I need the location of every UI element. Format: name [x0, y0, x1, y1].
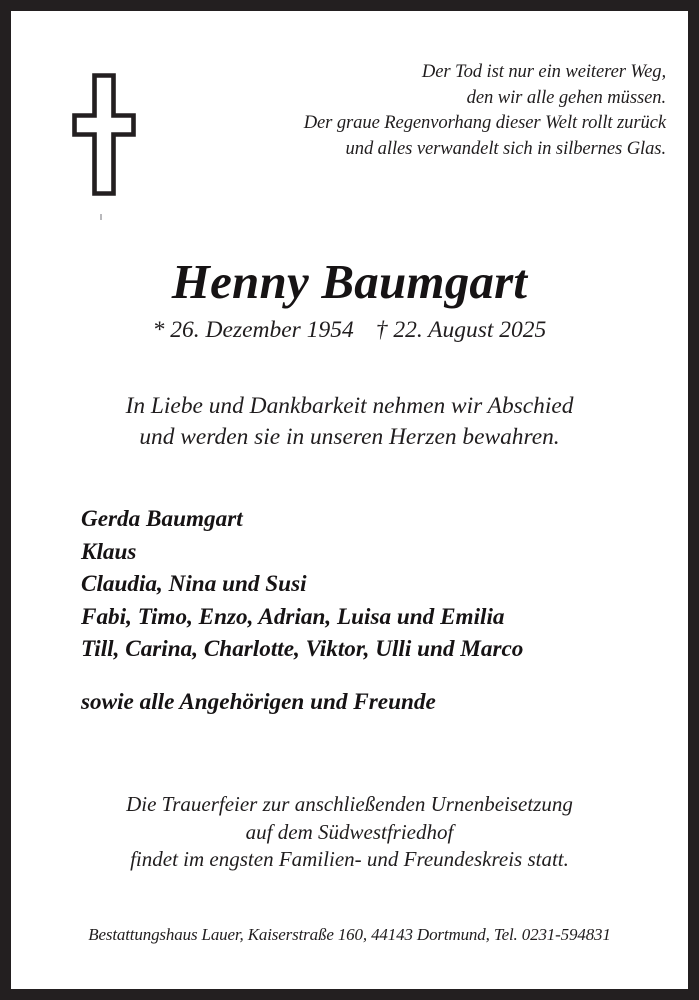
memorial-quote: [186, 59, 666, 161]
quote-line: und alles verwandelt sich in silbernes Glas.: [345, 137, 666, 159]
funeral-home-footer: Bestattungshaus Lauer, Kaiserstraße 160, 44143 Dortmund, Tel. 0231-594831: [88, 925, 611, 944]
deceased-name: Henny Baumgart: [171, 254, 528, 309]
mourners-list: [81, 503, 681, 718]
quote-line: Der graue Regenvorhang dieser Welt rollt zurück: [303, 112, 666, 134]
ceremony-line: auf dem Südwestfriedhof: [245, 819, 454, 844]
mourner-line: Claudia, Nina und Susi: [81, 571, 307, 597]
death-notice-page: [11, 11, 688, 989]
mourners-closing-line: sowie alle Angehörigen und Freunde: [81, 688, 436, 715]
ceremony-details: [11, 791, 688, 874]
farewell-message: [11, 391, 688, 453]
mourner-line: Klaus: [81, 538, 137, 565]
farewell-line: In Liebe und Dankbarkeit nehmen wir Abschied: [125, 393, 574, 419]
cross-icon: [72, 73, 136, 196]
ceremony-line: Die Trauerfeier zur anschließenden Urnenbeisetzung: [126, 792, 573, 816]
print-artifact-mark: [100, 214, 102, 220]
birth-date: * 26. Dezember 1954: [152, 317, 354, 343]
life-dates: [11, 316, 688, 344]
quote-line: Der Tod ist nur ein weiterer Weg,: [421, 61, 666, 82]
mourner-line: Till, Carina, Charlotte, Viktor, Ulli und Marco: [81, 636, 524, 662]
farewell-line: und werden sie in unseren Herzen bewahren.: [139, 424, 560, 450]
header-section: [11, 11, 688, 226]
mourner-line: Fabi, Timo, Enzo, Adrian, Luisa und Emilia: [81, 603, 505, 630]
death-date: † 22. August 2025: [375, 317, 547, 343]
quote-line: den wir alle gehen müssen.: [466, 86, 666, 108]
deceased-name-block: [11, 254, 688, 344]
ceremony-line: findet im engsten Familien- und Freundeskreis statt.: [130, 847, 569, 871]
mourner-line: Gerda Baumgart: [81, 506, 243, 532]
